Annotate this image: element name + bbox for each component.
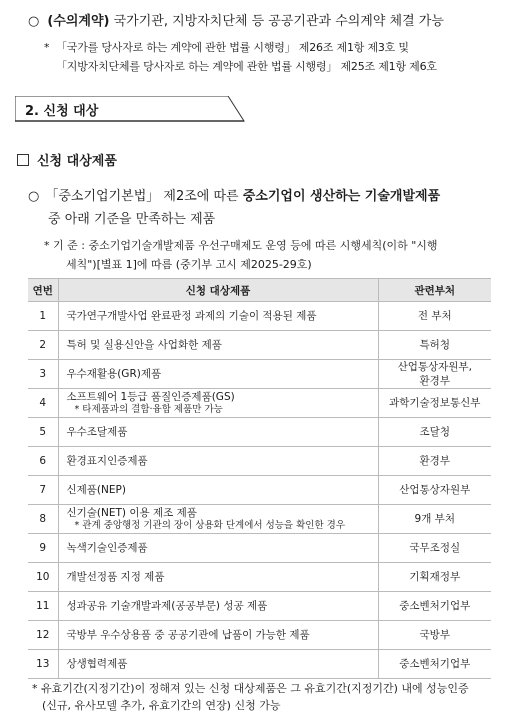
legal-reference-line-2: 「지방자치단체를 당사자로 하는 계약에 관한 법률 시행령」 제25조 제1항 제6호 xyxy=(56,60,437,73)
sub-heading xyxy=(17,150,117,169)
product-name-cell xyxy=(58,418,378,447)
product-name-cell xyxy=(58,563,378,592)
ministry-cell: 전 부처 xyxy=(378,302,491,331)
ministry-cell: 기획재정부 xyxy=(378,563,491,592)
header-number: 연번 xyxy=(28,279,58,302)
row-number: 9 xyxy=(28,534,58,563)
product-name: 성과공유 기술개발과제(공공부문) 성공 제품 xyxy=(66,600,268,612)
basis-line-1: * 기 준 : 중소기업기술개발제품 우선구매제도 운영 등에 따른 시행세칙(이하 "시행 xyxy=(44,239,438,252)
product-name: 소프트웨어 1등급 품질인증제품(GS) xyxy=(66,391,235,403)
row-number: 6 xyxy=(28,447,58,476)
table-row xyxy=(28,650,491,679)
contract-label: (수의계약) xyxy=(47,14,110,29)
table-row xyxy=(28,331,491,360)
product-name-cell xyxy=(58,360,378,389)
criteria-basis-note xyxy=(44,236,494,274)
table-row xyxy=(28,447,491,476)
table-row xyxy=(28,621,491,650)
table-row xyxy=(28,476,491,505)
product-name: 국가연구개발사업 완료판정 과제의 기술이 적용된 제품 xyxy=(66,310,317,322)
ministry-cell: 과학기술정보통신부 xyxy=(378,389,491,418)
ministry-cell: 중소벤처기업부 xyxy=(378,592,491,621)
product-name: 특허 및 실용신안을 사업화한 제품 xyxy=(66,339,222,351)
section-title: 2. 신청 대상 xyxy=(25,104,99,119)
ministry-cell: 9개 부처 xyxy=(378,505,491,534)
validity-footnote xyxy=(32,680,469,714)
row-number: 4 xyxy=(28,389,58,418)
table-header-row xyxy=(28,279,491,302)
criteria-highlight: 중소기업이 생산하는 기술개발제품 xyxy=(242,189,441,204)
product-name-cell xyxy=(58,534,378,563)
ministry-cell: 환경부 xyxy=(378,447,491,476)
footnote-line-2: (신규, 유사모델 추가, 유효기간의 연장) 신청 가능 xyxy=(42,699,281,712)
row-number: 1 xyxy=(28,302,58,331)
note-star: * xyxy=(44,41,50,54)
product-name: 국방부 우수상용품 중 공공기관에 납품이 가능한 제품 xyxy=(66,629,310,641)
ministry-cell: 산업통상자원부, 환경부 xyxy=(378,360,491,389)
product-note: * 타제품과의 결합·융합 제품만 가능 xyxy=(74,404,223,415)
product-name-cell xyxy=(58,505,378,534)
product-name: 녹색기술인증제품 xyxy=(66,542,148,554)
ministry-cell: 국무조정실 xyxy=(378,534,491,563)
product-name: 상생협력제품 xyxy=(66,658,128,670)
circle-bullet: ○ xyxy=(28,14,40,29)
product-name: 개발선정품 지정 제품 xyxy=(66,571,165,583)
legal-reference-line-1: 「국가를 당사자로 하는 계약에 관한 법률 시행령」 제26조 제1항 제3호 및 xyxy=(56,41,409,54)
criteria-text-2: 중 아래 기준을 만족하는 제품 xyxy=(48,212,216,227)
contract-text: 국가기관, 지방자치단체 등 공공기관과 수의계약 체결 가능 xyxy=(109,14,444,29)
ministry-cell: 국방부 xyxy=(378,621,491,650)
row-number: 3 xyxy=(28,360,58,389)
product-name: 환경표지인증제품 xyxy=(66,455,148,467)
table-row xyxy=(28,302,491,331)
product-note: * 관계 중앙행정 기관의 장이 상용화 단계에서 성능을 확인한 경우 xyxy=(74,520,346,531)
product-name: 신기술(NET) 이용 제조 제품 xyxy=(66,507,197,519)
contract-eligibility-line xyxy=(28,10,444,29)
table-row xyxy=(28,389,491,418)
table-row xyxy=(28,360,491,389)
ministry-cell: 조달청 xyxy=(378,418,491,447)
criteria-paragraph xyxy=(28,185,440,231)
row-number: 7 xyxy=(28,476,58,505)
product-name-cell xyxy=(58,592,378,621)
product-name-cell xyxy=(58,389,378,418)
ministry-cell: 중소벤처기업부 xyxy=(378,650,491,679)
row-number: 8 xyxy=(28,505,58,534)
product-name-cell xyxy=(58,621,378,650)
row-number: 12 xyxy=(28,621,58,650)
row-number: 10 xyxy=(28,563,58,592)
table-row xyxy=(28,592,491,621)
table-row xyxy=(28,563,491,592)
table-row xyxy=(28,505,491,534)
eligible-products-table xyxy=(28,278,491,679)
product-name-cell xyxy=(58,650,378,679)
table-row xyxy=(28,534,491,563)
product-name-cell xyxy=(58,447,378,476)
circle-bullet: ○ xyxy=(28,189,40,204)
header-product: 신청 대상제품 xyxy=(58,279,378,302)
ministry-cell: 특허청 xyxy=(378,331,491,360)
table-row xyxy=(28,418,491,447)
ministry-cell: 산업통상자원부 xyxy=(378,476,491,505)
row-number: 5 xyxy=(28,418,58,447)
basis-line-2: 세칙")[별표 1]에 따름 (중기부 고시 제2025-29호) xyxy=(66,258,312,271)
row-number: 2 xyxy=(28,331,58,360)
product-name: 신제품(NEP) xyxy=(66,484,126,496)
section-header xyxy=(15,96,245,122)
product-name-cell xyxy=(58,302,378,331)
criteria-text-1: 「중소기업기본법」 제2조에 따른 xyxy=(45,189,243,204)
square-bullet-icon xyxy=(17,154,29,166)
legal-reference-note xyxy=(44,38,437,76)
row-number: 11 xyxy=(28,592,58,621)
sub-heading-text: 신청 대상제품 xyxy=(37,154,117,169)
footnote-line-1: * 유효기간(지정기간)이 정해져 있는 신청 대상제품은 그 유효기간(지정기간) 내에 성능인증 xyxy=(32,682,469,695)
header-ministry: 관련부처 xyxy=(378,279,491,302)
row-number: 13 xyxy=(28,650,58,679)
product-name: 우수조달제품 xyxy=(66,426,128,438)
product-name-cell xyxy=(58,331,378,360)
product-name: 우수재활용(GR)제품 xyxy=(66,368,162,380)
product-name-cell xyxy=(58,476,378,505)
